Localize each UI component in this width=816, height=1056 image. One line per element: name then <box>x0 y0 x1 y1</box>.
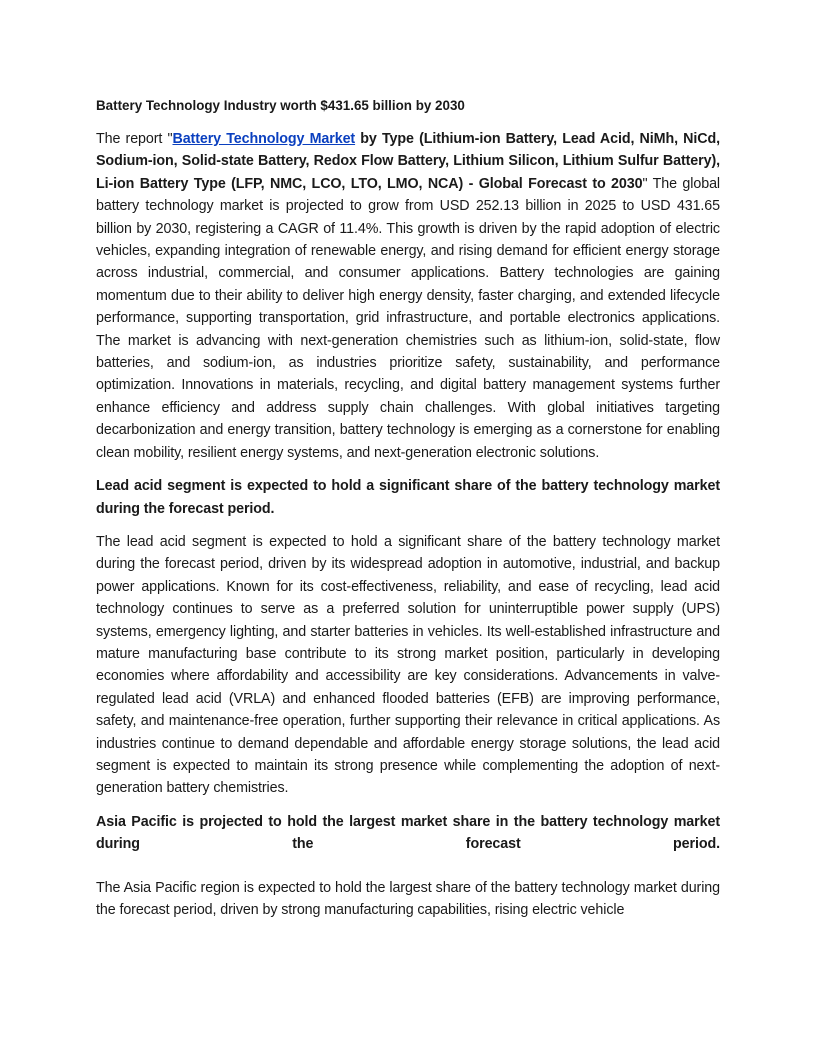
report-title-rest: by Type (Lithium-ion Battery, Lead Acid, NiMh, NiCd, Sodium-ion, Solid-state Battery, Redox Flow Battery, Lithium Silicon, Lithium Sulfur Battery), Li-ion Battery Type (LFP, NMC, LCO, LTO, LMO, NCA) - Global Forecast to 2030 <box>96 131 720 192</box>
document-title: Battery Technology Industry worth $431.65 billion by 2030 <box>96 98 465 113</box>
close-quote: " <box>642 175 648 192</box>
section-heading-lead-acid: Lead acid segment is expected to hold a significant share of the battery technology market during the forecast period. <box>96 478 720 517</box>
intro-prefix: The report " <box>96 131 173 147</box>
document-page <box>96 96 720 921</box>
section-heading-asia-pacific: Asia Pacific is projected to hold the largest market share in the battery technology market during the forecast period. <box>96 813 720 853</box>
section-body-asia-pacific: The Asia Pacific region is expected to hold the largest share of the battery technology market during the forecast period, driven by strong manufacturing capabilities, rising electric vehicle <box>96 879 720 918</box>
intro-paragraph <box>96 128 720 464</box>
intro-body: The global battery technology market is projected to grow from USD 252.13 billion in 2025 to USD 431.65 billion by 2030, registering a CAGR of 11.4%. This growth is driven by the rapid adoption of electric vehicles, expanding integration of renewable energy, and rising demand for efficient energy storage across industrial, commercial, and consumer applications. Battery technologies are gaining momentum due to their ability to deliver high energy density, faster charging, and extended lifecycle performance, supporting transportation, grid infrastructure, and portable electronics applications. The market is advancing with next-generation chemistries such as lithium-ion, solid-state, flow batteries, and sodium-ion, as industries prioritize safety, sustainability, and performance optimization. Innovations in materials, recycling, and digital battery management systems further enhance efficiency and address supply chain challenges. With global initiatives targeting decarbonization and energy transition, battery technology is emerging as a cornerstone for enabling clean mobility, resilient energy systems, and next-generation electronic solutions. <box>96 175 720 461</box>
section-body-lead-acid: The lead acid segment is expected to hold a significant share of the battery technology market during the forecast period, driven by its widespread adoption in automotive, industrial, and backup power applications. Known for its cost-effectiveness, reliability, and ease of recycling, lead acid technology continues to serve as a preferred solution for uninterruptible power supply (UPS) systems, emergency lighting, and starter batteries in vehicles. Its well-established infrastructure and mature manufacturing base contribute to its strong market position, particularly in developing economies where affordability and accessibility are key considerations. Advancements in valve-regulated lead acid (VRLA) and enhanced flooded batteries (EFB) are improving performance, safety, and maintenance-free operation, further supporting their relevance in critical applications. As industries continue to demand dependable and affordable energy storage solutions, the lead acid segment is expected to maintain its strong presence while complementing the adoption of next-generation battery chemistries. <box>96 533 720 797</box>
report-link[interactable]: Battery Technology Market <box>172 131 356 147</box>
